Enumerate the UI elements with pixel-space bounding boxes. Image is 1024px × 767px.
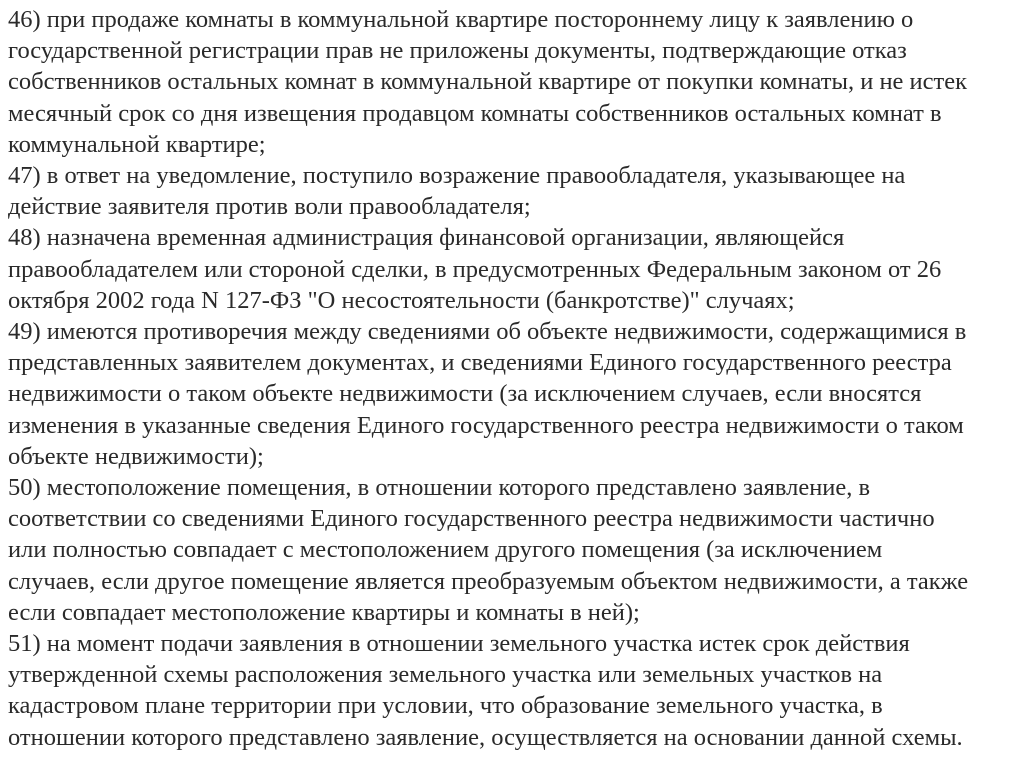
text-line: представленных заявителем документах, и сведениями Единого государственного реестра — [8, 349, 952, 377]
text-line: недвижимости о таком объекте недвижимости (за исключением случаев, если вносятся — [8, 380, 922, 408]
text-line: действие заявителя против воли правообладателя; — [8, 193, 531, 221]
text-line: утвержденной схемы расположения земельного участка или земельных участков на — [8, 661, 883, 689]
text-line-item-46: 46) при продаже комнаты в коммунальной квартире постороннему лицу к заявлению о — [8, 6, 914, 33]
text-line-item-47: 47) в ответ на уведомление, поступило возражение правообладателя, указывающее на — [8, 162, 906, 190]
text-line-item-49: 49) имеются противоречия между сведениями об объекте недвижимости, содержащимися в — [8, 318, 967, 346]
text-line: правообладателем или стороной сделки, в предусмотренных Федеральным законом от 26 — [8, 255, 942, 283]
text-line: кадастровом плане территории при условии, что образование земельного участка, в — [8, 692, 883, 720]
text-line: объекте недвижимости); — [8, 442, 264, 470]
text-line-item-48: 48) назначена временная администрация финансовой организации, являющейся — [8, 224, 845, 252]
text-line: государственной регистрации прав не приложены документы, подтверждающие отказ — [8, 37, 907, 65]
text-line: изменения в указанные сведения Единого государственного реестра недвижимости о таком — [8, 411, 964, 439]
text-line: соответствии со сведениями Единого государственного реестра недвижимости частично — [8, 505, 935, 533]
text-line: отношении которого представлено заявление, осуществляется на основании данной схемы. — [8, 723, 963, 751]
text-line: если совпадает местоположение квартиры и комнаты в ней); — [8, 598, 640, 626]
text-line-item-51: 51) на момент подачи заявления в отношении земельного участка истек срок действия — [8, 630, 910, 658]
text-line: коммунальной квартире; — [8, 130, 266, 158]
text-line-item-50: 50) местоположение помещения, в отношении которого представлено заявление, в — [8, 474, 871, 502]
text-line: месячный срок со дня извещения продавцом комнаты собственников остальных комнат в — [8, 99, 942, 127]
text-line: собственников остальных комнат в коммунальной квартире от покупки комнаты, и не истек — [8, 68, 968, 96]
text-line: октября 2002 года N 127-ФЗ "О несостоятельности (банкротстве)" случаях; — [8, 286, 795, 314]
text-line: или полностью совпадает с местоположением другого помещения (за исключением — [8, 536, 883, 564]
document-text — [8, 4, 1018, 753]
text-line: случаев, если другое помещение является преобразуемым объектом недвижимости, а также — [8, 567, 969, 595]
